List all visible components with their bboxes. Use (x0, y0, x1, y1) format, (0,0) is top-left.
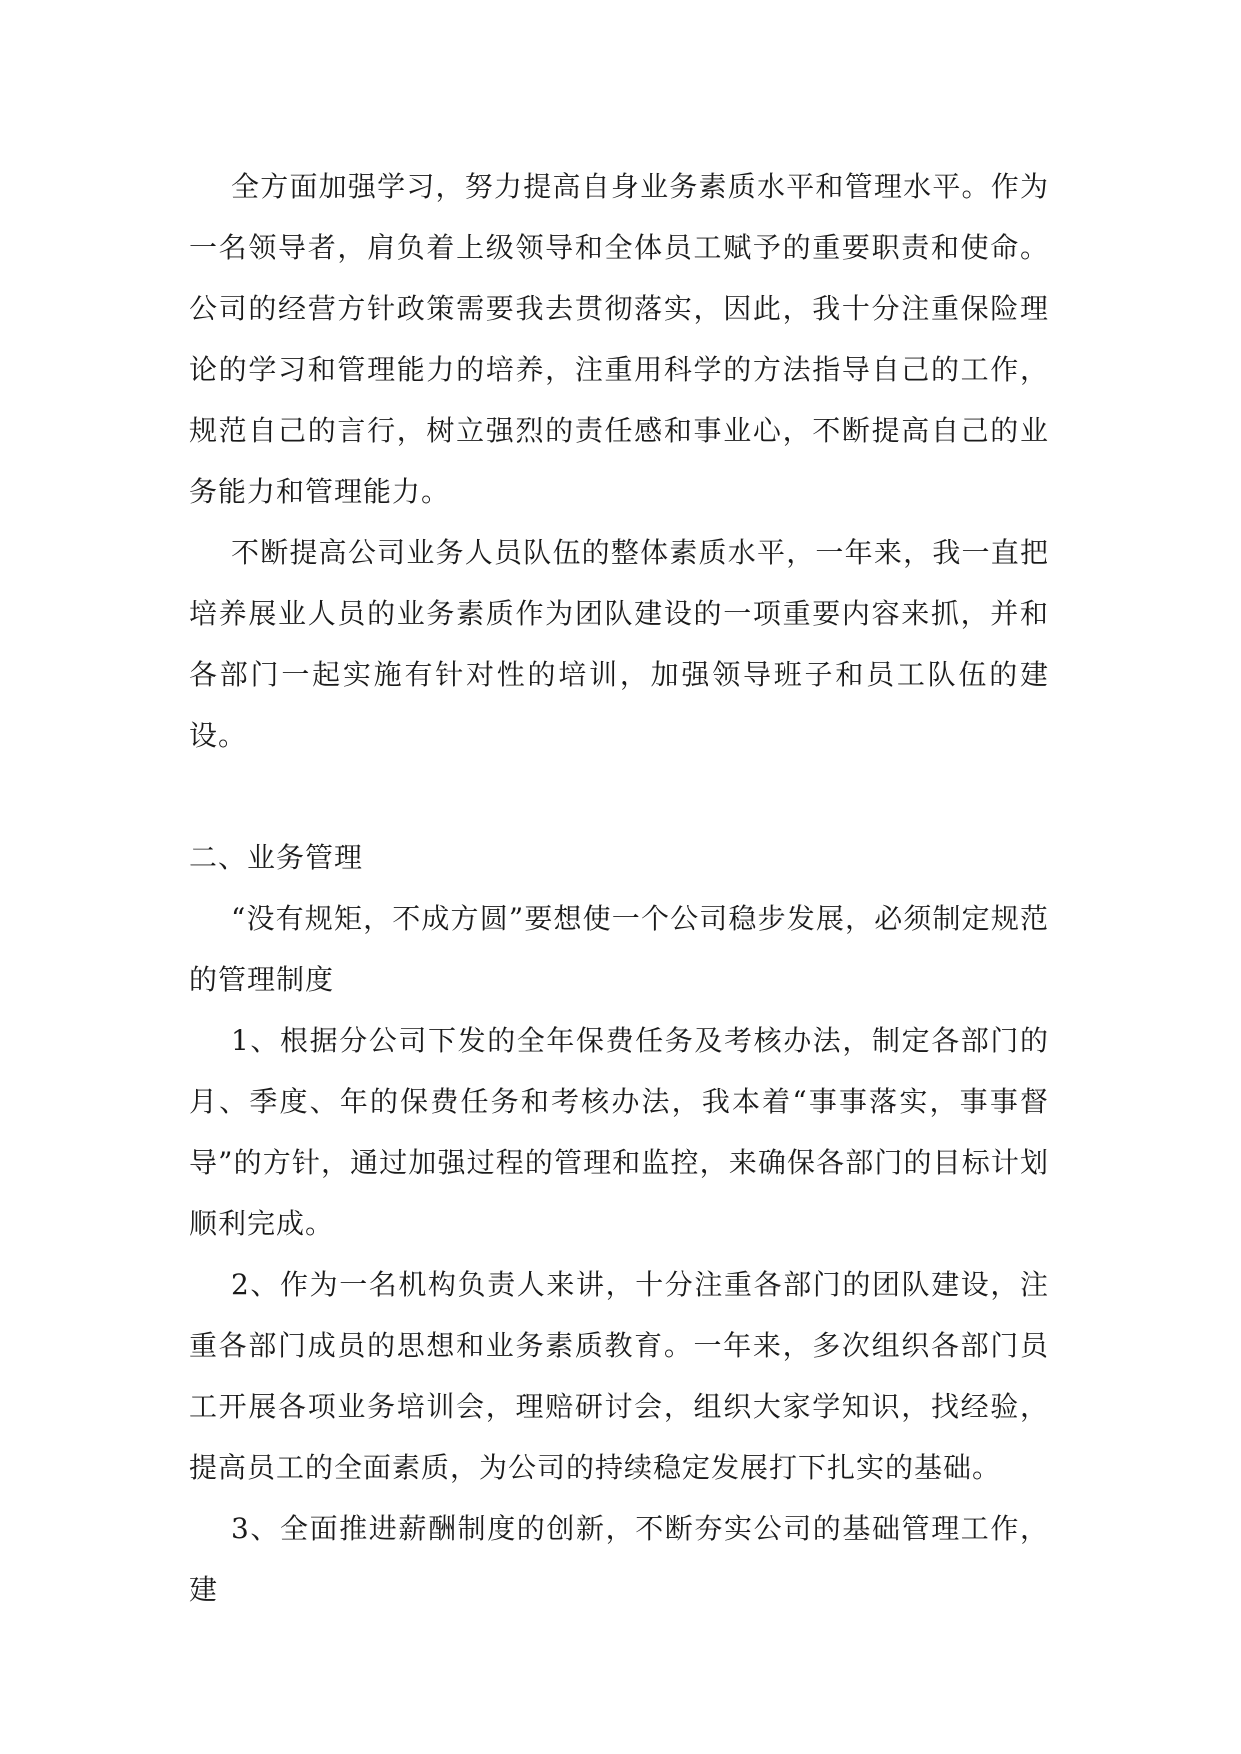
paragraph-item-3: 3、全面推进薪酬制度的创新，不断夯实公司的基础管理工作，建 (189, 1512, 1049, 1606)
section-heading-business-management: 二、业务管理 (189, 841, 364, 874)
document-body (189, 156, 1049, 1620)
paragraph-team-quality: 不断提高公司业务人员队伍的整体素质水平，一年来，我一直把培养展业人员的业务素质作为团队建设的一项重要内容来抓，并和各部门一起实施有针对性的培训，加强领导班子和员工队伍的建设。 (189, 536, 1049, 752)
paragraph-study: 全方面加强学习，努力提高自身业务素质水平和管理水平。作为一名领导者，肩负着上级领导和全体员工赋予的重要职责和使命。公司的经营方针政策需要我去贯彻落实，因此，我十分注重保险理论的学习和管理能力的培养，注重用科学的方法指导自己的工作，规范自己的言行，树立强烈的责任感和事业心，不断提高自己的业务能力和管理能力。 (189, 170, 1049, 508)
section-spacer (189, 766, 1049, 827)
paragraph-item-1: 1、根据分公司下发的全年保费任务及考核办法，制定各部门的月、季度、年的保费任务和考核办法，我本着“事事落实，事事督导”的方针，通过加强过程的管理和监控，来确保各部门的目标计划顺利完成。 (189, 1024, 1049, 1240)
paragraph-rules: “没有规矩，不成方圆”要想使一个公司稳步发展，必须制定规范的管理制度 (189, 902, 1049, 996)
paragraph-item-2: 2、作为一名机构负责人来讲，十分注重各部门的团队建设，注重各部门成员的思想和业务素质教育。一年来，多次组织各部门员工开展各项业务培训会，理赔研讨会，组织大家学知识，找经验，提高员工的全面素质，为公司的持续稳定发展打下扎实的基础。 (189, 1268, 1049, 1484)
